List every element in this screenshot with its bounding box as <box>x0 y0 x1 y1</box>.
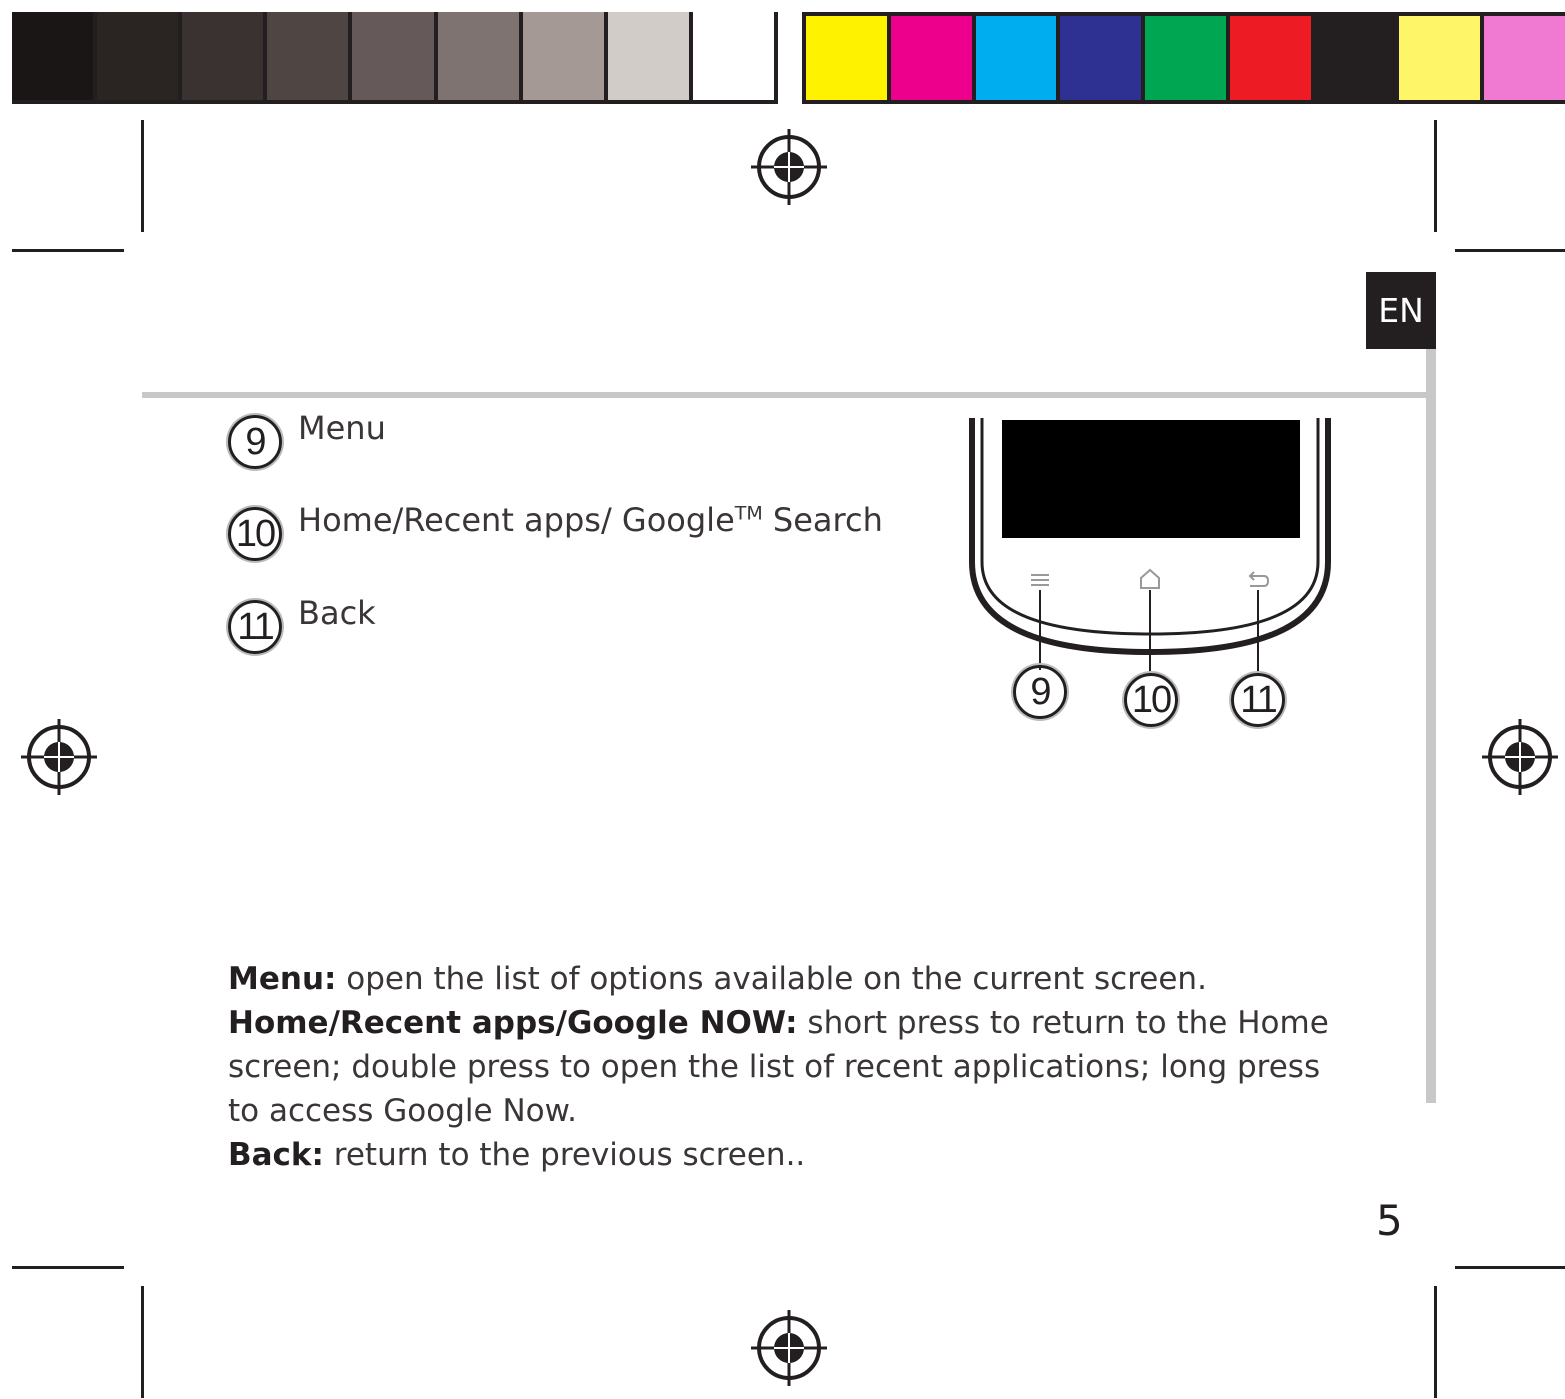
crop-mark <box>12 249 124 252</box>
description-menu: Menu: open the list of options available on the current screen. <box>228 961 1207 997</box>
color-swatch <box>1230 16 1311 100</box>
description-back: Back: return to the previous screen.. <box>228 1137 806 1173</box>
crop-mark <box>1434 1286 1437 1398</box>
gray-swatch <box>97 12 178 100</box>
legend-item-home <box>228 501 883 561</box>
home-icon <box>1141 570 1159 588</box>
callout-number: 9 <box>228 415 282 469</box>
color-swatch <box>891 16 972 100</box>
crop-mark <box>1434 120 1437 232</box>
color-swatch <box>1145 16 1226 100</box>
grayscale-calibration-bar <box>12 12 778 104</box>
trademark-superscript: TM <box>734 502 763 525</box>
legend-label: Menu <box>298 409 386 447</box>
gray-swatch <box>267 12 348 100</box>
color-swatch <box>1315 16 1396 100</box>
color-swatch <box>976 16 1057 100</box>
gray-swatch <box>438 12 519 100</box>
gray-swatch <box>352 12 433 100</box>
legend-item-back <box>228 594 376 654</box>
color-swatch <box>1060 16 1141 100</box>
crop-mark <box>1455 249 1565 252</box>
language-tab: EN <box>1366 272 1436 349</box>
header-rule <box>142 392 1432 398</box>
page-number: 5 <box>1376 1196 1403 1245</box>
legend-item-menu <box>228 409 386 469</box>
side-rule <box>1426 349 1436 1103</box>
color-swatch <box>806 16 887 100</box>
registration-mark-icon <box>751 129 827 205</box>
crop-mark <box>1455 1266 1565 1269</box>
legend-label: Back <box>298 594 376 632</box>
diagram-callout-home: 10 <box>1124 673 1178 727</box>
gray-swatch <box>693 12 774 100</box>
gray-swatch <box>608 12 689 100</box>
color-swatch <box>1399 16 1480 100</box>
crop-mark <box>141 1286 144 1398</box>
gray-swatch <box>523 12 604 100</box>
color-calibration-bar <box>802 12 1565 104</box>
back-icon <box>1250 572 1268 586</box>
registration-mark-icon <box>21 719 97 795</box>
menu-icon <box>1031 575 1049 585</box>
gray-swatch <box>12 12 93 100</box>
diagram-callout-menu: 9 <box>1013 665 1067 719</box>
diagram-callout-back: 11 <box>1231 673 1285 727</box>
color-swatch <box>1484 16 1565 100</box>
callout-number: 11 <box>228 600 282 654</box>
gray-swatch <box>182 12 263 100</box>
description-home: Home/Recent apps/Google NOW: short press to return to the Home screen; double press to open the list of recent applications; long press to access Google Now. <box>228 1005 1329 1129</box>
registration-mark-icon <box>751 1310 827 1386</box>
crop-mark <box>12 1266 124 1269</box>
registration-mark-icon <box>1482 719 1558 795</box>
legend-label: Home/Recent apps/ Google™ Search <box>298 501 883 539</box>
description-block <box>228 957 1358 1177</box>
callout-number: 10 <box>228 507 282 561</box>
crop-mark <box>141 120 144 232</box>
